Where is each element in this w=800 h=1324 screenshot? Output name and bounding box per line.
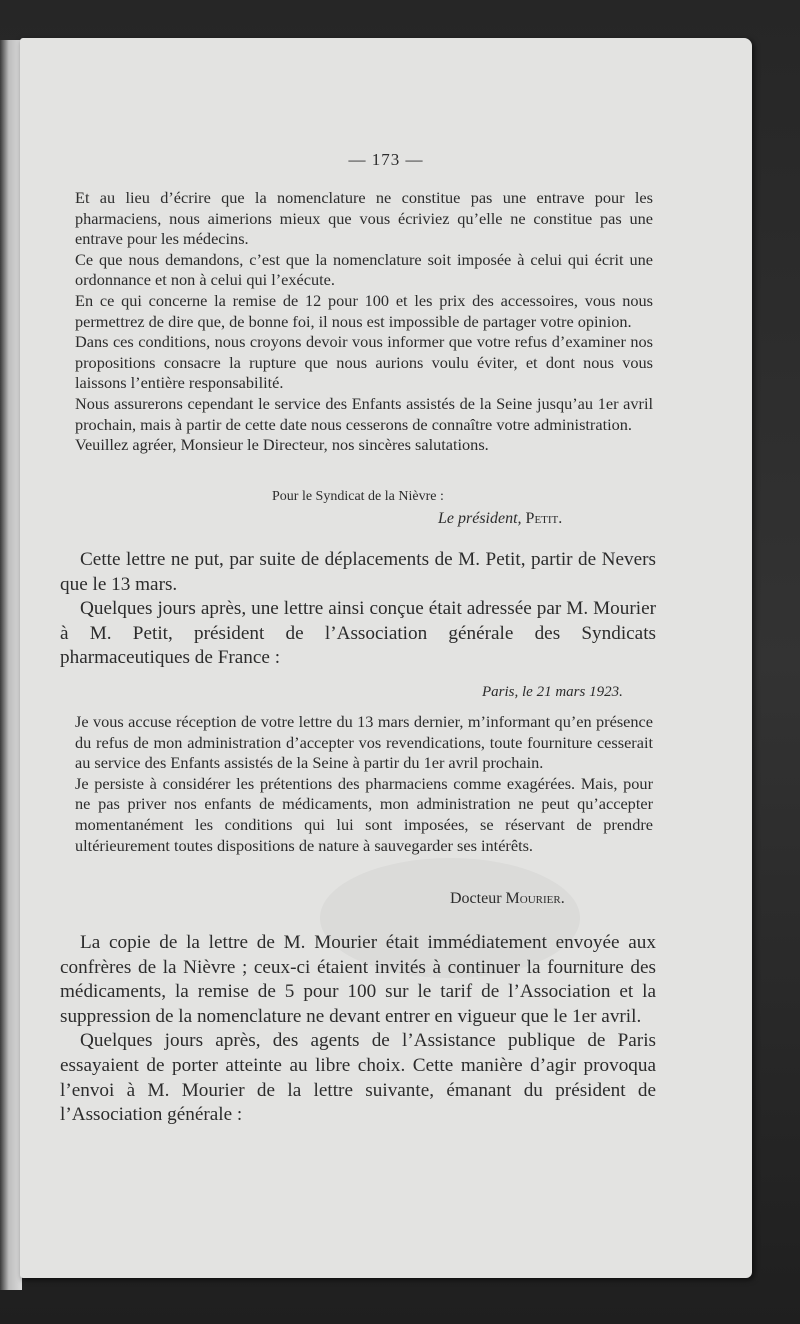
letter-one-paragraph: Et au lieu d’écrire que la nomenclature ne constitue pas une entrave pour les pharmaciens, nous aimerions mieux que vous écriviez qu’elle ne constitue pas une entrave pour les médecins. <box>75 188 653 249</box>
book-page <box>20 38 752 1278</box>
narrative-paragraph: La copie de la lettre de M. Mourier était immédiatement envoyée aux confrères de la Nièvre ; ceux-ci étaient invités à continuer la fourniture des médicaments, la remise de 5 pour 100 sur le tarif de l’Association et la suppression de la nomenclature ne devant entrer en vigueur que le 1er avril. <box>60 932 656 1027</box>
letter-two-paragraph: Je vous accuse réception de votre lettre du 13 mars dernier, m’informant qu’en présence du refus de mon administration d’accepter vos revendications, toute fourniture cesserait au service des Enfants assistés de la Seine à partir du 1er avril prochain. <box>75 712 653 773</box>
letter-one-paragraph: Dans ces conditions, nous croyons devoir vous informer que votre refus d’examiner nos propositions consacre la rupture que nous aurions voulu éviter, et dont nous vous laissons l’entière responsabilité. <box>75 332 653 393</box>
letter-one-body <box>75 188 653 456</box>
letter-two-signature <box>450 890 565 908</box>
letter-two-paragraph: Je persiste à considérer les prétentions des pharmaciens comme exagérées. Mais, pour ne pas priver nos enfants de médicaments, mon administration ne peut qu’accepter momentanément les conditions qui lui sont imposées, se réservant de prendre ultérieurement toutes dispositions de nature à sauvegarder ses intérêts. <box>75 773 653 855</box>
letter-one-paragraph: Ce que nous demandons, c’est que la nomenclature soit imposée à celui qui écrit une ordonnance et non à celui qui l’exécute. <box>75 249 653 290</box>
narrative-two <box>60 931 656 1128</box>
narrative-paragraph: Cette lettre ne put, par suite de déplacements de M. Petit, partir de Nevers que le 13 mars. <box>60 549 656 595</box>
letter-one-paragraph: En ce qui concerne la remise de 12 pour 100 et les prix des accessoires, vous nous permettrez de dire que, de bonne foi, il nous est impossible de partager votre opinion. <box>75 290 653 331</box>
letter-one-signature <box>438 510 562 528</box>
letter-two-body <box>75 712 653 856</box>
narrative-paragraph: Quelques jours après, des agents de l’Assistance publique de Paris essayaient de porter atteinte au libre choix. Cette manière d’agir provoqua l’envoi à M. Mourier de la lettre suivante, émanant du président de l’Association générale : <box>60 1030 656 1126</box>
signature-name: Petit. <box>525 510 563 527</box>
previous-page-edge <box>0 40 22 1290</box>
page-number: — 173 — <box>348 150 424 169</box>
letter-one-paragraph: Nous assurerons cependant le service des Enfants assistés de la Seine jusqu’au 1er avril prochain, mais à partir de cette date nous cesserons de connaître votre administration. <box>75 393 653 434</box>
letter-one-signature-line: Pour le Syndicat de la Nièvre : <box>272 489 444 504</box>
signature-title: Docteur <box>450 890 502 907</box>
letter-two-date: Paris, le 21 mars 1923. <box>482 684 623 700</box>
narrative-paragraph: Quelques jours après, une lettre ainsi conçue était adressée par M. Mourier à M. Petit, président de l’Association générale des Syndicats pharmaceutiques de France : <box>60 598 656 669</box>
signature-name: Mourier. <box>505 890 565 907</box>
signature-role: Le président, <box>438 510 522 527</box>
narrative-one <box>60 548 656 671</box>
letter-one-paragraph: Veuillez agréer, Monsieur le Directeur, nos sincères salutations. <box>75 435 489 455</box>
